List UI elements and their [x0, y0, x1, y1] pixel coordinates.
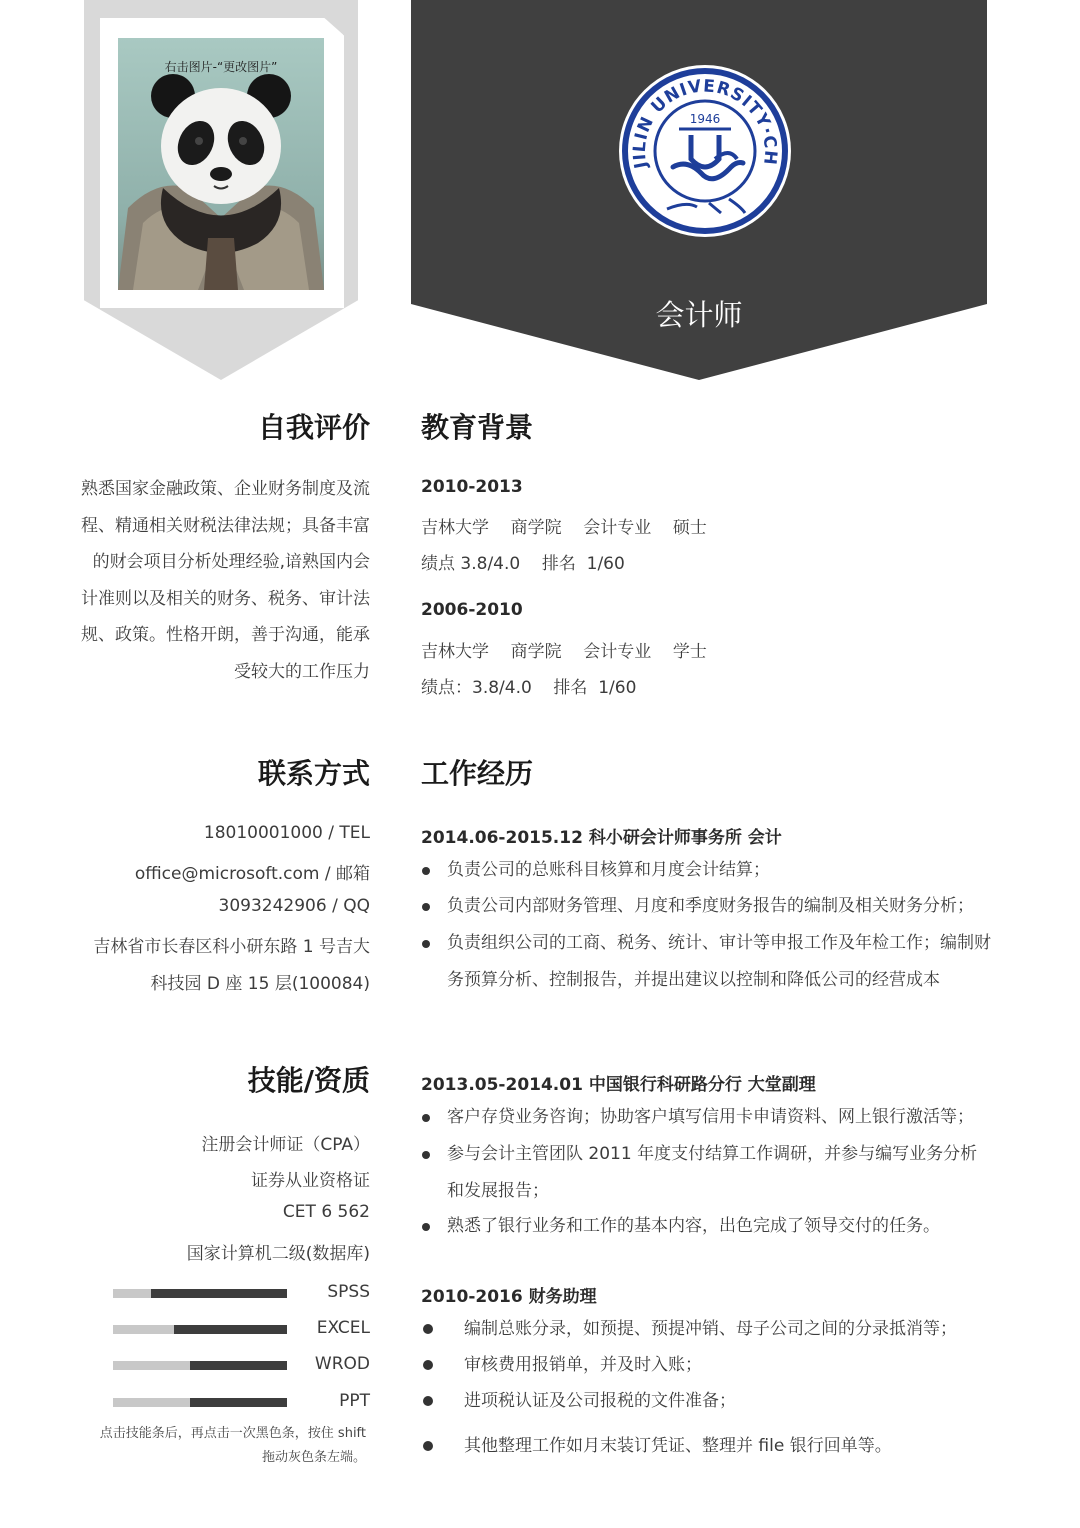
- photo-hint: 右击图片-“更改图片”: [164, 60, 278, 74]
- edu-gpa: 绩点 3.8/4.0 排名 1/60: [421, 554, 625, 574]
- skill-note-line: 拖动灰色条左端。: [261, 1450, 366, 1465]
- skill-bar-fill[interactable]: [151, 1289, 287, 1298]
- job-bullet: 参与会计主管团队 2011 年度支付结算工作调研，并参与编写业务分析和发展报告；: [421, 1136, 1006, 1209]
- job-bullet: 其他整理工作如月末装订凭证、整理并 file 银行回单等。: [421, 1428, 1006, 1465]
- self-eval-line: 计准则以及相关的财务、税务、审计法: [81, 588, 370, 609]
- skill-note-line: 点击技能条后，再点击一次黑色条，按住 shift: [99, 1426, 366, 1441]
- bullet-icon: [422, 1223, 430, 1231]
- contact-email[interactable]: office@microsoft.com / 邮箱: [134, 864, 370, 884]
- contact-address-line1: 吉林省市长春区科小研东路 1 号吉大: [93, 937, 370, 957]
- self-eval-line: 受较大的工作压力: [234, 661, 370, 682]
- contact-address-line2: 科技园 D 座 15 层(100084): [150, 974, 370, 994]
- work-heading: 工作经历: [421, 757, 534, 790]
- edu-period: 2006-2010: [421, 600, 523, 620]
- skill-name: WROD: [314, 1354, 370, 1374]
- contact-qq: 3093242906 / QQ: [218, 896, 370, 916]
- job-bullet: 熟悉了银行业务和工作的基本内容，出色完成了领导交付的任务。: [421, 1208, 1006, 1245]
- self-eval-line: 规、政策。性格开朗，善于沟通，能承: [81, 625, 370, 645]
- skill-name: PPT: [339, 1391, 370, 1411]
- job-bullet: 负责组织公司的工商、税务、统计、审计等申报工作及年检工作；编制财务预算分析、控制报告，并提出建议以控制和降低公司的经营成本: [421, 925, 1006, 998]
- self-eval-line: 熟悉国家金融政策、企业财务制度及流: [81, 479, 370, 499]
- contact-heading: 联系方式: [257, 757, 370, 790]
- self-eval-line: 程、精通相关财税法律法规；具备丰富: [81, 515, 370, 536]
- job-title-line: 2014.06-2015.12 科小研会计师事务所 会计: [421, 828, 782, 848]
- bullet-icon: [423, 1360, 433, 1370]
- panda-portrait: [118, 38, 324, 290]
- bullet-icon: [422, 1151, 430, 1159]
- bullet-icon: [423, 1396, 433, 1406]
- job-bullet: 审核费用报销单，并及时入账；: [421, 1347, 1006, 1384]
- job-title-line: 2010-2016 财务助理: [421, 1287, 597, 1307]
- skill-bar-fill[interactable]: [190, 1361, 287, 1370]
- job-title-line: 2013.05-2014.01 中国银行科研路分行 大堂副理: [421, 1075, 816, 1095]
- skill-bar-fill[interactable]: [174, 1325, 287, 1334]
- skill-note: [60, 1422, 366, 1470]
- edu-school: 吉林大学 商学院 会计专业 学士: [421, 642, 707, 662]
- self-eval-line: 的财会项目分析处理经验,谙熟国内会: [92, 552, 370, 572]
- bullet-icon: [422, 867, 430, 875]
- skills-heading: 技能/资质: [247, 1064, 370, 1097]
- job-bullet: 编制总账分录，如预提、预提冲销、母子公司之间的分录抵消等；: [421, 1311, 1006, 1348]
- svg-text:1946: 1946: [689, 112, 721, 126]
- bullet-icon: [423, 1441, 433, 1451]
- job-bullet: 负责公司的总账科目核算和月度会计结算；: [421, 852, 1006, 889]
- bullet-icon: [422, 903, 430, 911]
- edu-period: 2010-2013: [421, 477, 523, 497]
- skill-name: EXCEL: [316, 1318, 370, 1338]
- job-title: 会计师: [655, 298, 743, 332]
- skill-bar-spss[interactable]: [113, 1289, 287, 1298]
- profile-photo[interactable]: [118, 38, 324, 290]
- cert-item: 注册会计师证（CPA）: [201, 1135, 370, 1155]
- edu-school: 吉林大学 商学院 会计专业 硕士: [421, 518, 707, 538]
- job-bullet: 客户存贷业务咨询；协助客户填写信用卡申请资料、网上银行激活等；: [421, 1099, 1006, 1136]
- self-eval-text: [50, 471, 370, 690]
- job-bullet: 负责公司内部财务管理、月度和季度财务报告的编制及相关财务分析；: [421, 888, 1006, 925]
- skill-bar-ppt[interactable]: [113, 1398, 287, 1407]
- bullet-icon: [423, 1324, 433, 1334]
- edu-gpa: 绩点：3.8/4.0 排名 1/60: [421, 678, 637, 698]
- bullet-icon: [422, 940, 430, 948]
- skill-bar-fill[interactable]: [190, 1398, 287, 1407]
- education-heading: 教育背景: [421, 411, 534, 444]
- svg-text:JILIN UNIVERSITY·CHINA: JILIN UNIVERSITY·CH: [629, 76, 781, 171]
- cert-item: CET 6 562: [282, 1202, 370, 1222]
- skill-bar-excel[interactable]: [113, 1325, 287, 1334]
- cert-item: 证券从业资格证: [251, 1171, 370, 1191]
- self-eval-heading: 自我评价: [257, 411, 370, 444]
- skill-name: SPSS: [327, 1282, 370, 1302]
- bullet-icon: [422, 1114, 430, 1122]
- contact-phone: 18010001000 / TEL: [203, 823, 370, 843]
- job-bullet: 进项税认证及公司报税的文件准备；: [421, 1383, 1006, 1420]
- cert-item: 国家计算机二级(数据库): [186, 1244, 370, 1264]
- university-logo: [617, 63, 793, 239]
- skill-bar-wrod[interactable]: [113, 1361, 287, 1370]
